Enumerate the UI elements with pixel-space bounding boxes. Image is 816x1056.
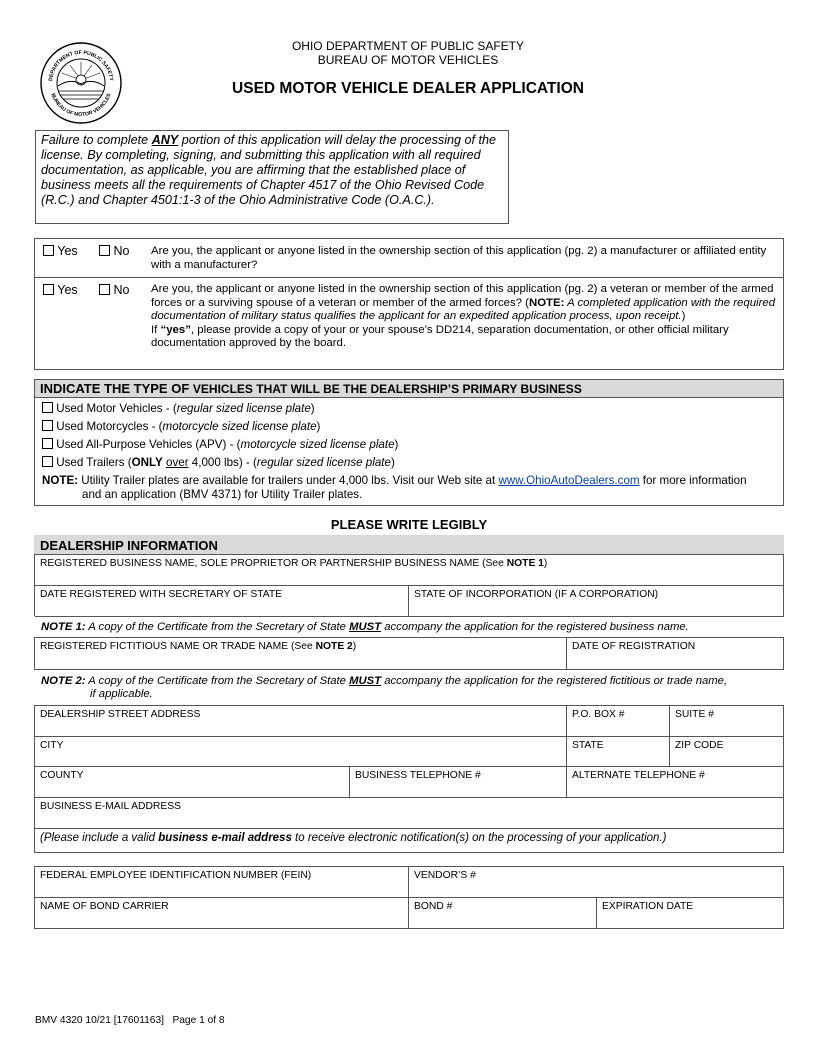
- ohio-auto-dealers-link[interactable]: www.OhioAutoDealers.com: [498, 474, 640, 487]
- bureau-name: BUREAU OF MOTOR VEHICLES: [317, 53, 499, 67]
- trailer-only: ONLY: [131, 456, 163, 469]
- completion-notice: [35, 130, 509, 224]
- trailer-label-b: 4,000 lbs) - (: [188, 456, 257, 469]
- vehicle-heading-a: INDICATE THE TYPE OF: [40, 381, 193, 396]
- field-label-end: ): [543, 558, 548, 569]
- vehicle-option-trailers[interactable]: [42, 456, 395, 469]
- note-must: MUST: [349, 675, 382, 687]
- vehicle-option-motor-vehicles[interactable]: [42, 402, 315, 415]
- option-label: Used All-Purpose Vehicles (APV) - (: [56, 438, 241, 451]
- vehicle-type-heading: [35, 380, 783, 398]
- q1-yes-option[interactable]: [43, 244, 78, 258]
- fein-field[interactable]: FEDERAL EMPLOYEE IDENTIFICATION NUMBER (FEIN): [35, 867, 409, 898]
- form-footer: BMV 4320 10/21 [17601163] Page 1 of 8: [35, 1015, 225, 1026]
- business-email-field[interactable]: BUSINESS E-MAIL ADDRESS: [35, 798, 784, 829]
- field-note-ref: NOTE 1: [506, 558, 544, 569]
- email-note-a: (Please include a valid: [40, 832, 159, 844]
- option-plate: regular sized license plate: [176, 402, 311, 415]
- q2-yes-quoted: “yes”: [160, 323, 191, 336]
- note-must: MUST: [349, 621, 382, 633]
- q1-no-option[interactable]: [99, 244, 129, 258]
- checkbox[interactable]: [42, 420, 53, 431]
- trailer-label-a: Used Trailers (: [56, 456, 132, 469]
- no-label: No: [113, 244, 130, 258]
- email-note-bold: business e-mail address: [158, 832, 292, 844]
- option-plate: motorcycle sized license plate: [240, 438, 395, 451]
- yes-label: Yes: [57, 244, 78, 258]
- fictitious-name-grid: [34, 637, 784, 670]
- utility-trailer-note: [42, 474, 780, 501]
- zip-code-field[interactable]: ZIP CODE: [670, 737, 784, 767]
- dealership-info-heading: DEALERSHIP INFORMATION: [34, 535, 784, 554]
- note-label: NOTE:: [42, 474, 79, 487]
- veteran-question: [151, 283, 779, 351]
- note-1: [41, 621, 689, 634]
- q2-note-text: A completed application with the required documentation of military status qualifies the applicant for an expedited application process, upon receipt.: [151, 296, 776, 323]
- no-label: No: [113, 283, 130, 297]
- note-2: [41, 675, 781, 701]
- checkbox[interactable]: [43, 245, 54, 256]
- registered-business-name-field[interactable]: [35, 555, 784, 586]
- svg-text:BUREAU OF MOTOR VEHICLES: [49, 92, 112, 118]
- q2-text-a: Are you, the applicant or anyone listed in the ownership section of this application (pg. 2) a veteran or member of the armed forces or a surviving spouse of a veteran or member of the armed forces? (: [151, 283, 774, 309]
- vehicle-type-section: [34, 379, 784, 506]
- field-label-end: ): [352, 641, 357, 652]
- questions-section: [34, 238, 784, 370]
- county-field[interactable]: COUNTY: [35, 767, 350, 798]
- note-text: if applicable.: [90, 688, 153, 700]
- state-field[interactable]: STATE: [567, 737, 670, 767]
- q2-text-d: , please provide a copy of your or your spouse’s DD214, separation documentation, or other official military documentation approved by the board.: [151, 323, 729, 350]
- checkbox[interactable]: [42, 402, 53, 413]
- ohio-seal-logo: [40, 42, 122, 124]
- trailer-over: over: [166, 456, 189, 469]
- notice-emphasis: ANY: [151, 133, 179, 147]
- field-note-ref: NOTE 2: [315, 641, 353, 652]
- bond-grid: [34, 866, 784, 929]
- business-name-grid: [34, 554, 784, 616]
- vendor-number-field[interactable]: VENDOR’S #: [409, 867, 784, 898]
- notice-post: portion of this application will delay the processing of the license. By completing, signing, and submitting this application with all required documentation, as applicable, you are affirming that the established place of business meets all the requirements of Chapter 4517 of the Ohio Revised Code (R.C.) and Chapter 4501:1-3 of the Ohio Administrative Code (O.A.C.).: [41, 133, 497, 208]
- suite-field[interactable]: SUITE #: [670, 706, 784, 737]
- seal-bottom-text: BUREAU OF MOTOR VEHICLES: [49, 92, 113, 119]
- bond-number-field[interactable]: BOND #: [409, 898, 597, 929]
- option-end: ): [316, 420, 321, 433]
- expiration-date-field[interactable]: EXPIRATION DATE: [597, 898, 784, 929]
- q2-no-option[interactable]: [99, 283, 129, 297]
- vehicle-heading-b: VEHICLES THAT WILL BE THE DEALERSHIP’S PRIMARY BUSINESS: [192, 382, 582, 396]
- checkbox[interactable]: [42, 438, 53, 449]
- alternate-telephone-field[interactable]: ALTERNATE TELEPHONE #: [567, 767, 784, 798]
- department-name: OHIO DEPARTMENT OF PUBLIC SAFETY: [291, 39, 525, 53]
- q2-note-label: NOTE:: [528, 296, 565, 309]
- email-note-c: to receive electronic notification(s) on the processing of your application.): [291, 832, 667, 844]
- field-label: REGISTERED FICTITIOUS NAME OR TRADE NAME (See: [40, 641, 316, 652]
- po-box-field[interactable]: P.O. BOX #: [567, 706, 670, 737]
- write-legibly-heading: PLEASE WRITE LEGIBLY: [330, 517, 488, 532]
- city-field[interactable]: CITY: [35, 737, 567, 767]
- checkbox[interactable]: [99, 245, 110, 256]
- checkbox[interactable]: [99, 284, 110, 295]
- seal-top-text: DEPARTMENT OF PUBLIC SAFETY: [48, 49, 114, 82]
- option-label: Used Motor Vehicles - (: [56, 402, 177, 415]
- street-address-field[interactable]: DEALERSHIP STREET ADDRESS: [35, 706, 567, 737]
- fictitious-name-field[interactable]: [35, 638, 567, 670]
- q2-yes-option[interactable]: [43, 283, 78, 297]
- address-grid: [34, 705, 784, 853]
- business-telephone-field[interactable]: BUSINESS TELEPHONE #: [350, 767, 567, 798]
- note-text: accompany the application for the registered fictitious or trade name,: [381, 675, 728, 687]
- note-text: accompany the application for the registered business name.: [381, 621, 689, 633]
- option-plate: motorcycle sized license plate: [162, 420, 317, 433]
- field-label: REGISTERED BUSINESS NAME, SOLE PROPRIETOR OR PARTNERSHIP BUSINESS NAME (See: [40, 558, 507, 569]
- option-end: ): [394, 438, 399, 451]
- option-label: Used Motorcycles - (: [56, 420, 163, 433]
- trailer-plate: regular sized license plate: [256, 456, 391, 469]
- checkbox[interactable]: [42, 456, 53, 467]
- form-title: USED MOTOR VEHICLE DEALER APPLICATION: [232, 80, 584, 97]
- note-text-c: and an application (BMV 4371) for Utility Trailer plates.: [82, 487, 363, 501]
- vehicle-option-apv[interactable]: [42, 438, 398, 451]
- note-text-b: for more information: [639, 474, 747, 487]
- checkbox[interactable]: [43, 284, 54, 295]
- note-text: A copy of the Certificate from the Secretary of State: [85, 675, 350, 687]
- bond-carrier-field[interactable]: NAME OF BOND CARRIER: [35, 898, 409, 929]
- vehicle-option-motorcycles[interactable]: [42, 420, 320, 433]
- date-of-registration-field[interactable]: DATE OF REGISTRATION: [567, 638, 784, 670]
- date-registered-sos-field[interactable]: DATE REGISTERED WITH SECRETARY OF STATE: [35, 586, 409, 617]
- notice-pre: Failure to complete: [41, 133, 152, 147]
- state-of-incorporation-field[interactable]: STATE OF INCORPORATION (IF A CORPORATION): [409, 586, 784, 617]
- q2-close: ): [681, 310, 686, 323]
- note-text: A copy of the Certificate from the Secretary of State: [85, 621, 350, 633]
- note-label: NOTE 1:: [41, 621, 86, 633]
- trailer-end: ): [390, 456, 395, 469]
- yes-label: Yes: [57, 283, 78, 297]
- note-label: NOTE 2:: [41, 675, 86, 687]
- manufacturer-question: Are you, the applicant or anyone listed in the ownership section of this application (pg. 2) a manufacturer or affiliated entity with a manufacturer?: [151, 245, 767, 271]
- option-end: ): [310, 402, 315, 415]
- q2-if: If: [151, 323, 161, 336]
- note-text-a: Utility Trailer plates are available for trailers under 4,000 lbs. Visit our Web site at: [78, 474, 499, 487]
- divider: [35, 277, 783, 278]
- email-note: [35, 829, 784, 853]
